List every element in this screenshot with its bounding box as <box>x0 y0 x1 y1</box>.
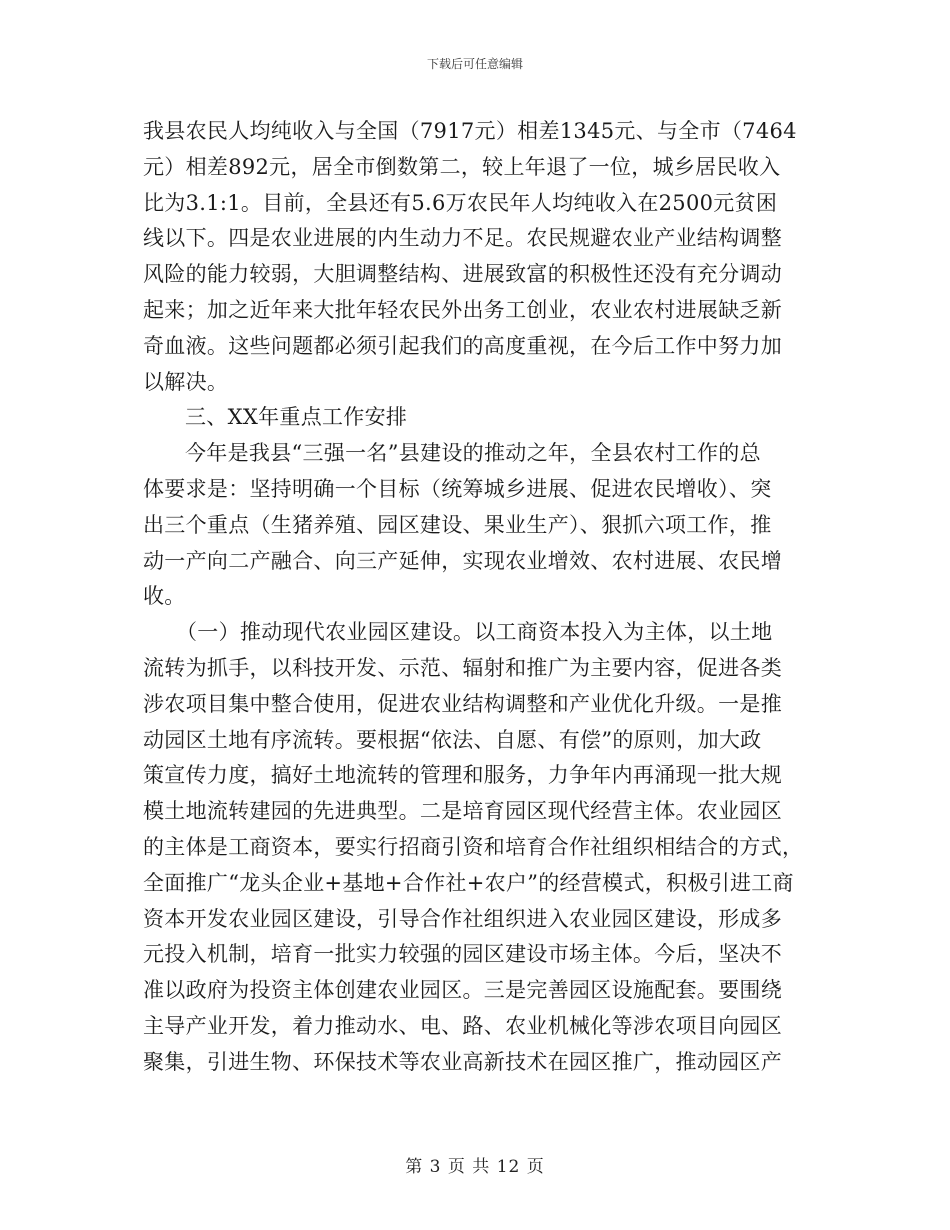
body-line: 比为3.1:1。目前，全县还有5.6万农民年人均纯收入在2500元贫困 <box>143 190 778 215</box>
paragraph-first-line: 今年是我县“三强一名”县建设的推动之年，全县农村工作的总 <box>185 441 761 466</box>
page-header-note: 下载后可任意编辑 <box>426 57 523 71</box>
body-line: 资本开发农业园区建设，引导合作社组织进入农业园区建设，形成多 <box>143 906 782 931</box>
body-line: 奇血液。这些问题都必须引起我们的高度重视，在今后工作中努力加 <box>143 333 782 358</box>
body-line: 涉农项目集中整合使用，促进农业结构调整和产业优化升级。一是推 <box>143 691 782 716</box>
body-line: 的主体是工商资本，要实行招商引资和培育合作社组织相结合的方式， <box>143 834 804 859</box>
body-line: 元投入机制，培育一批实力较强的园区建设市场主体。今后，坚决不 <box>143 942 782 967</box>
body-line: 风险的能力较弱，大胆调整结构、进展致富的积极性还没有充分调动 <box>143 262 782 287</box>
subsection-first-line: （一）推动现代农业园区建设。以工商资本投入为主体，以土地 <box>176 620 773 645</box>
body-line: 聚集，引进生物、环保技术等农业高新技术在园区推广，推动园区产 <box>143 1049 782 1074</box>
body-line: 以解决。 <box>143 369 229 394</box>
body-line: 策宣传力度，搞好土地流转的管理和服务，力争年内再涌现一批大规 <box>143 763 782 788</box>
body-line: 准以政府为投资主体创建农业园区。三是完善园区设施配套。要围绕 <box>143 978 782 1003</box>
body-line: 起来；加之近年来大批年轻农民外出务工创业，农业农村进展缺乏新 <box>143 297 782 322</box>
body-line: 我县农民人均纯收入与全国（7917元）相差1345元、与全市（7464 <box>143 119 797 143</box>
page-number-footer: 第 3 页 共 12 页 <box>405 1157 545 1177</box>
body-line: 模土地流转建园的先进典型。二是培育园区现代经营主体。农业园区 <box>143 799 782 824</box>
body-line: 收。 <box>143 584 186 609</box>
body-line: 体要求是：坚持明确一个目标（统筹城乡进展、促进农民增收）、突 <box>143 476 772 501</box>
section-heading: 三、XX年重点工作安排 <box>185 405 408 430</box>
body-line: 元）相差892元，居全市倒数第二，较上年退了一位，城乡居民收入 <box>143 154 781 179</box>
body-line: 主导产业开发，着力推动水、电、路、农业机械化等涉农项目向园区 <box>143 1013 782 1038</box>
body-line: 动园区土地有序流转。要根据“依法、自愿、有偿”的原则，加大政 <box>143 727 762 752</box>
document-body <box>143 114 803 1081</box>
body-line: 全面推广“龙头企业+基地+合作社+农户”的经营模式，积极引进工商 <box>143 870 794 895</box>
body-line: 动一产向二产融合、向三产延伸，实现农业增效、农村进展、农民增 <box>143 548 782 573</box>
body-line: 流转为抓手，以科技开发、示范、辐射和推广为主要内容，促进各类 <box>143 655 782 680</box>
body-line: 线以下。四是农业进展的内生动力不足。农民规避农业产业结构调整 <box>143 226 782 251</box>
body-line: 出三个重点（生猪养殖、园区建设、果业生产）、狠抓六项工作，推 <box>143 512 772 537</box>
